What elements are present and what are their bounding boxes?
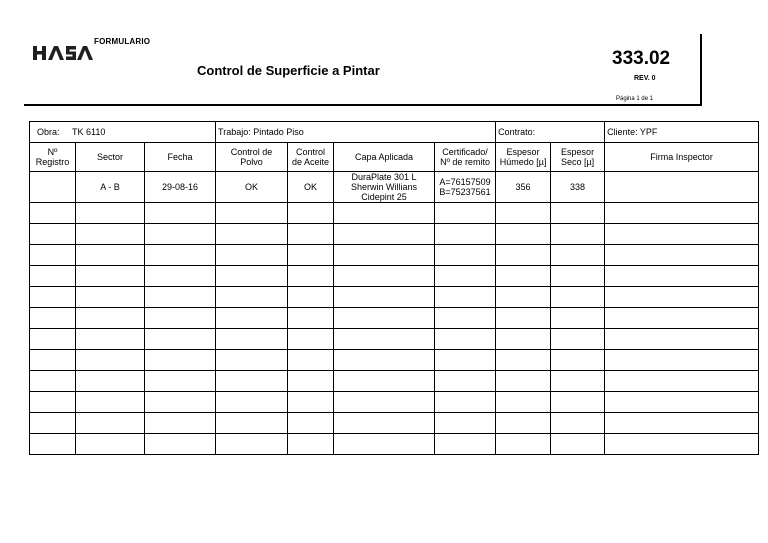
- empty-cell: [76, 392, 145, 413]
- column-header-aceite: Control de Aceite: [288, 143, 334, 172]
- empty-cell: [30, 434, 76, 455]
- cell-aceite: OK: [288, 172, 334, 203]
- empty-cell: [334, 245, 435, 266]
- document-title: Control de Superficie a Pintar: [197, 63, 380, 78]
- empty-cell: [145, 224, 216, 245]
- table-row: [30, 172, 759, 203]
- empty-cell: [145, 371, 216, 392]
- table-row: [30, 245, 759, 266]
- empty-cell: [76, 329, 145, 350]
- document-header: [0, 0, 768, 110]
- table-row: [30, 434, 759, 455]
- empty-cell: [435, 224, 496, 245]
- empty-cell: [288, 329, 334, 350]
- empty-cell: [76, 245, 145, 266]
- empty-cell: [435, 392, 496, 413]
- empty-cell: [551, 203, 605, 224]
- empty-cell: [551, 224, 605, 245]
- empty-cell: [76, 413, 145, 434]
- empty-cell: [216, 308, 288, 329]
- table-body: [30, 172, 759, 455]
- empty-cell: [605, 350, 759, 371]
- empty-cell: [288, 245, 334, 266]
- trabajo-cell: Trabajo: Pintado Piso: [216, 122, 496, 143]
- empty-cell: [145, 308, 216, 329]
- empty-cell: [496, 224, 551, 245]
- empty-cell: [551, 329, 605, 350]
- table-row: [30, 287, 759, 308]
- empty-cell: [216, 371, 288, 392]
- cell-sector: A - B: [76, 172, 145, 203]
- empty-cell: [30, 308, 76, 329]
- empty-cell: [496, 350, 551, 371]
- empty-cell: [145, 329, 216, 350]
- empty-cell: [496, 329, 551, 350]
- empty-cell: [216, 434, 288, 455]
- empty-cell: [496, 434, 551, 455]
- empty-cell: [76, 287, 145, 308]
- empty-cell: [551, 287, 605, 308]
- empty-cell: [435, 287, 496, 308]
- empty-cell: [288, 287, 334, 308]
- empty-cell: [30, 329, 76, 350]
- empty-cell: [551, 413, 605, 434]
- empty-cell: [435, 266, 496, 287]
- column-header-polvo: Control de Polvo: [216, 143, 288, 172]
- empty-cell: [288, 434, 334, 455]
- empty-cell: [605, 308, 759, 329]
- table-row: [30, 392, 759, 413]
- empty-cell: [334, 329, 435, 350]
- empty-cell: [496, 287, 551, 308]
- empty-cell: [216, 392, 288, 413]
- empty-cell: [334, 371, 435, 392]
- column-header-fecha: Fecha: [145, 143, 216, 172]
- table-row: [30, 329, 759, 350]
- empty-cell: [76, 434, 145, 455]
- header-divider-vertical: [700, 34, 702, 106]
- cell-fecha: 29-08-16: [145, 172, 216, 203]
- empty-cell: [145, 287, 216, 308]
- empty-cell: [605, 203, 759, 224]
- column-header-sector: Sector: [76, 143, 145, 172]
- empty-cell: [435, 308, 496, 329]
- empty-cell: [334, 308, 435, 329]
- empty-cell: [30, 287, 76, 308]
- empty-cell: [145, 245, 216, 266]
- empty-cell: [605, 245, 759, 266]
- column-header-capa: Capa Aplicada: [334, 143, 435, 172]
- column-header-registro: Nº Registro: [30, 143, 76, 172]
- empty-cell: [435, 245, 496, 266]
- empty-cell: [605, 392, 759, 413]
- empty-cell: [30, 266, 76, 287]
- cell-registro: [30, 172, 76, 203]
- empty-cell: [551, 266, 605, 287]
- empty-cell: [496, 413, 551, 434]
- empty-cell: [216, 245, 288, 266]
- empty-cell: [76, 308, 145, 329]
- empty-cell: [30, 392, 76, 413]
- contrato-cell: Contrato:: [496, 122, 605, 143]
- empty-cell: [30, 350, 76, 371]
- empty-cell: [435, 434, 496, 455]
- empty-cell: [496, 392, 551, 413]
- empty-cell: [551, 350, 605, 371]
- form-label: FORMULARIO: [94, 37, 151, 46]
- empty-cell: [605, 287, 759, 308]
- empty-cell: [605, 329, 759, 350]
- cliente-cell: Cliente: YPF: [605, 122, 759, 143]
- empty-cell: [145, 203, 216, 224]
- empty-cell: [435, 413, 496, 434]
- table-row: [30, 203, 759, 224]
- obra-value: TK 6110: [72, 127, 106, 137]
- revision-label: REV. 0: [634, 75, 656, 82]
- empty-cell: [145, 266, 216, 287]
- empty-cell: [145, 350, 216, 371]
- cell-capa: DuraPlate 301 L Sherwin Willians Cidepint 25: [334, 172, 435, 203]
- empty-cell: [334, 203, 435, 224]
- empty-cell: [496, 266, 551, 287]
- obra-cell: [30, 122, 216, 143]
- empty-cell: [605, 224, 759, 245]
- inspection-table: [29, 121, 759, 455]
- table-row: [30, 413, 759, 434]
- empty-cell: [145, 392, 216, 413]
- obra-label: Obra:: [37, 127, 60, 137]
- empty-cell: [435, 203, 496, 224]
- info-row: [30, 122, 759, 143]
- empty-cell: [216, 266, 288, 287]
- empty-cell: [288, 350, 334, 371]
- empty-cell: [30, 203, 76, 224]
- empty-cell: [496, 203, 551, 224]
- table-row: [30, 350, 759, 371]
- empty-cell: [288, 413, 334, 434]
- empty-cell: [216, 413, 288, 434]
- empty-cell: [30, 245, 76, 266]
- empty-cell: [216, 329, 288, 350]
- document-number: 333.02: [612, 48, 671, 69]
- table-row: [30, 266, 759, 287]
- empty-cell: [76, 350, 145, 371]
- empty-cell: [605, 434, 759, 455]
- empty-cell: [334, 413, 435, 434]
- empty-cell: [30, 224, 76, 245]
- empty-cell: [496, 371, 551, 392]
- empty-cell: [288, 392, 334, 413]
- empty-cell: [334, 224, 435, 245]
- column-header-seco: Espesor Seco [µ]: [551, 143, 605, 172]
- empty-cell: [334, 266, 435, 287]
- empty-cell: [288, 308, 334, 329]
- column-header-row: [30, 143, 759, 172]
- empty-cell: [76, 371, 145, 392]
- empty-cell: [216, 350, 288, 371]
- table-row: [30, 371, 759, 392]
- empty-cell: [334, 434, 435, 455]
- empty-cell: [145, 434, 216, 455]
- cell-certificado: A=76157509 B=75237561: [435, 172, 496, 203]
- empty-cell: [551, 245, 605, 266]
- empty-cell: [605, 371, 759, 392]
- empty-cell: [605, 266, 759, 287]
- empty-cell: [435, 371, 496, 392]
- empty-cell: [496, 308, 551, 329]
- table-row: [30, 308, 759, 329]
- empty-cell: [216, 203, 288, 224]
- empty-cell: [551, 434, 605, 455]
- empty-cell: [435, 350, 496, 371]
- cell-firma: [605, 172, 759, 203]
- column-header-humedo: Espesor Húmedo [µ]: [496, 143, 551, 172]
- empty-cell: [605, 413, 759, 434]
- company-logo: [33, 44, 93, 62]
- empty-cell: [30, 371, 76, 392]
- table-row: [30, 224, 759, 245]
- empty-cell: [334, 287, 435, 308]
- empty-cell: [76, 266, 145, 287]
- empty-cell: [30, 413, 76, 434]
- empty-cell: [216, 224, 288, 245]
- empty-cell: [216, 287, 288, 308]
- empty-cell: [551, 371, 605, 392]
- empty-cell: [435, 329, 496, 350]
- empty-cell: [288, 371, 334, 392]
- page-indicator: Página 1 de 1: [616, 96, 654, 102]
- empty-cell: [334, 392, 435, 413]
- cell-humedo: 356: [496, 172, 551, 203]
- empty-cell: [496, 245, 551, 266]
- column-header-certificado: Certificado/ Nº de remito: [435, 143, 496, 172]
- header-divider-horizontal: [24, 104, 702, 106]
- empty-cell: [76, 224, 145, 245]
- empty-cell: [288, 224, 334, 245]
- cell-polvo: OK: [216, 172, 288, 203]
- empty-cell: [551, 392, 605, 413]
- empty-cell: [145, 413, 216, 434]
- empty-cell: [551, 308, 605, 329]
- empty-cell: [76, 203, 145, 224]
- empty-cell: [288, 203, 334, 224]
- column-header-firma: Firma Inspector: [605, 143, 759, 172]
- empty-cell: [334, 350, 435, 371]
- cell-seco: 338: [551, 172, 605, 203]
- empty-cell: [288, 266, 334, 287]
